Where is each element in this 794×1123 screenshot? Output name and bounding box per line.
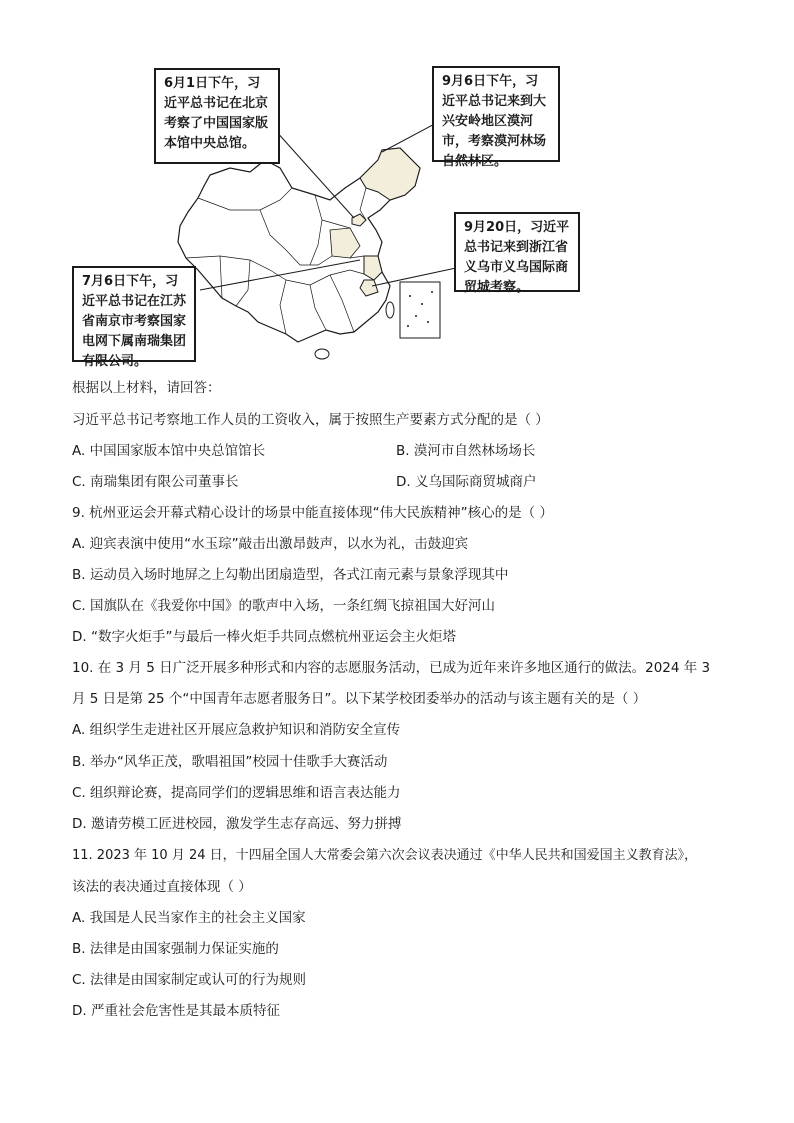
q11-option-d[interactable]: D. 严重社会危害性是其最本质特征: [72, 1003, 280, 1019]
q10-option-d[interactable]: D. 邀请劳模工匠进校园，激发学生志存高远、努力拼搏: [72, 816, 402, 832]
callout-yiwu: 9月20日，习近平总书记来到浙江省义乌市义乌国际商贸城考察。: [454, 212, 580, 292]
q9-option-a[interactable]: A. 迎宾表演中使用“水玉琮”敲击出激昂鼓声，以水为礼，击鼓迎宾: [72, 536, 469, 552]
callout-nanjing: 7月6日下午，习近平总书记在江苏省南京市考察国家电网下属南瑞集团有限公司。: [72, 266, 196, 362]
q10-stem-line1: 10. 在 3 月 5 日广泛开展多种形式和内容的志愿服务活动，已成为近年来许多地区通行的做法。2024 年 3: [72, 660, 711, 676]
q8-option-c[interactable]: C. 南瑞集团有限公司董事长: [72, 474, 239, 490]
intro-text: 根据以上材料，请回答：: [72, 380, 221, 396]
callout-mohe: 9月6日下午，习近平总书记来到大兴安岭地区漠河市，考察漠河林场自然林区。: [432, 66, 560, 162]
q10-option-c[interactable]: C. 组织辩论赛，提高同学们的逻辑思维和语言表达能力: [72, 785, 401, 801]
q11-stem-line1: 11. 2023 年 10 月 24 日，十四届全国人大常委会第六次会议表决通过《中华人民共和国爱国主义教育法》，: [72, 848, 698, 863]
q11-option-c[interactable]: C. 法律是由国家制定或认可的行为规则: [72, 972, 307, 988]
q8-option-b[interactable]: B. 漠河市自然林场场长: [396, 443, 536, 459]
q11-option-a[interactable]: A. 我国是人民当家作主的社会主义国家: [72, 910, 306, 926]
q11-option-b[interactable]: B. 法律是由国家强制力保证实施的: [72, 941, 279, 957]
q9-stem: 9. 杭州亚运会开幕式精心设计的场景中能直接体现“伟大民族精神”核心的是（ ）: [72, 505, 553, 521]
q8-option-a[interactable]: A. 中国国家版本馆中央总馆馆长: [72, 443, 266, 459]
q9-option-c[interactable]: C. 国旗队在《我爱你中国》的歌声中入场，一条红绸飞掠祖国大好河山: [72, 598, 496, 614]
q9-option-b[interactable]: B. 运动员入场时地屏之上勾勒出团扇造型，各式江南元素与景象浮现其中: [72, 567, 509, 583]
q8-option-d[interactable]: D. 义乌国际商贸城商户: [396, 474, 537, 490]
callout-beijing: 6月1日下午，习近平总书记在北京考察了中国国家版本馆中央总馆。: [154, 68, 280, 164]
q10-option-b[interactable]: B. 举办“风华正茂，歌唱祖国”校园十佳歌手大赛活动: [72, 754, 388, 770]
q8-stem: 习近平总书记考察地工作人员的工资收入，属于按照生产要素方式分配的是（ ）: [72, 412, 549, 428]
q11-stem-line2: 该法的表决通过直接体现（ ）: [72, 879, 252, 895]
q10-option-a[interactable]: A. 组织学生走进社区开展应急救护知识和消防安全宣传: [72, 722, 401, 738]
q9-option-d[interactable]: D. “数字火炬手”与最后一棒火炬手共同点燃杭州亚运会主火炬塔: [72, 629, 456, 645]
q10-stem-line2: 月 5 日是第 25 个“中国青年志愿者服务日”。以下某学校团委举办的活动与该主题有关的是（ ）: [72, 691, 647, 707]
china-map-figure: [60, 60, 600, 370]
